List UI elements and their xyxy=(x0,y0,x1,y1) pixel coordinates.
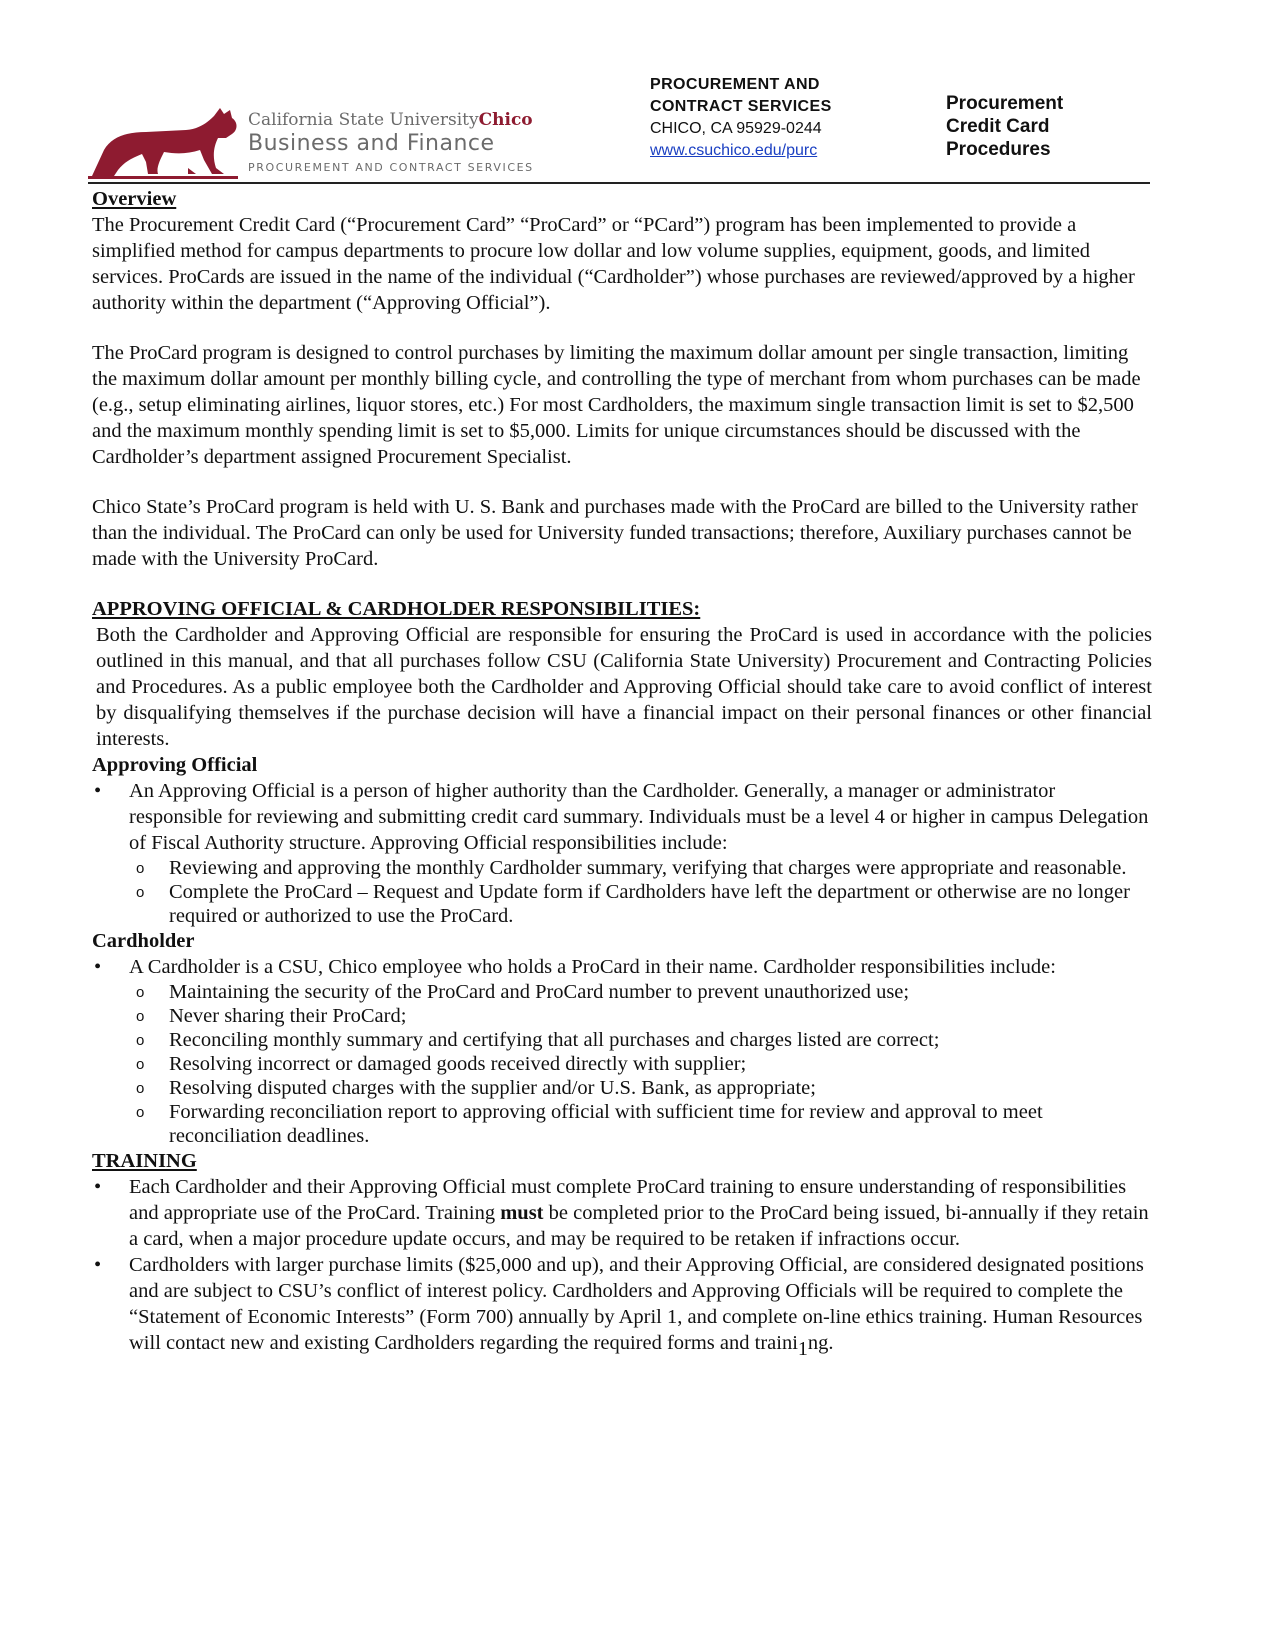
list-item xyxy=(92,1174,1152,1252)
page-number: 1 xyxy=(797,1338,808,1360)
list-item: o Reconciling monthly summary and certifying that all purchases and charges listed are correct; xyxy=(129,1028,1152,1052)
list-item xyxy=(92,1252,1152,1362)
approving-official-list xyxy=(92,778,1152,928)
bullet-text: A Cardholder is a CSU, Chico employee who holds a ProCard in their name. Cardholder responsibilities include: xyxy=(129,956,1056,978)
contact-block xyxy=(650,74,832,162)
emphasis: must xyxy=(500,1202,544,1224)
training-list xyxy=(92,1174,1152,1362)
text-run: ng. xyxy=(807,1332,834,1354)
dept-line-2: CONTRACT SERVICES xyxy=(650,98,832,115)
university-name: California State UniversityChico xyxy=(248,110,533,130)
org-name xyxy=(248,110,698,174)
training-heading: TRAINING xyxy=(92,1150,197,1172)
cardholder-list xyxy=(92,954,1152,1148)
bullet-text: An Approving Official is a person of higher authority than the Cardholder. Generally, a manager or administrator responsible for reviewing and submitting credit card summary. Individuals must be a level 4 or higher in campus Delegation of Fiscal Authority structure. Approving Official responsibilities include: xyxy=(129,780,1149,854)
list-item: o Resolving incorrect or damaged goods received directly with supplier; xyxy=(129,1052,1152,1076)
text-run: be completed prior to the ProCard being issued, bi-annually if they retain a card, when a major procedure update occurs, and may be required to be retaken if infractions occur. xyxy=(129,1202,1149,1250)
approving-official-heading: Approving Official xyxy=(92,754,258,776)
wildcat-logo-icon xyxy=(88,102,248,182)
overview-heading: Overview xyxy=(92,188,177,210)
responsibilities-intro: Both the Cardholder and Approving Official are responsible for ensuring the ProCard is used in accordance with the policies outlined in this manual, and that all purchases follow CSU (California State University) Procurement and Contracting Policies and Procedures. As a public employee both the Cardholder and Approving Official should take care to avoid conflict of interest by disqualifying themselves if the purchase decision will have a financial impact on their personal finances or other financial interests. xyxy=(96,624,1152,750)
list-item: o Forwarding reconciliation report to approving official with sufficient time for review and approval to meet reconciliation deadlines. xyxy=(129,1100,1152,1148)
list-item xyxy=(92,778,1152,928)
list-item: o Resolving disputed charges with the supplier and/or U.S. Bank, as appropriate; xyxy=(129,1076,1152,1100)
document-title xyxy=(946,92,1063,161)
list-item: o Reviewing and approving the monthly Cardholder summary, verifying that charges were appropriate and reasonable. xyxy=(129,856,1152,880)
overview-paragraph-2: The ProCard program is designed to control purchases by limiting the maximum dollar amount per single transaction, limiting the maximum dollar amount per monthly billing cycle, and controlling the type of merchant from whom purchases can be made (e.g., setup eliminating airlines, liquor stores, etc.) For most Cardholders, the maximum single transaction limit is set to $2,500 and the maximum monthly spending limit is set to $5,000. Limits for unique circumstances should be discussed with the Cardholder’s department assigned Procurement Specialist. xyxy=(92,342,1141,468)
title-line-1: Procurement xyxy=(946,93,1064,114)
overview-paragraph-3: Chico State’s ProCard program is held with U. S. Bank and purchases made with the ProCard are billed to the University rather than the individual. The ProCard can only be used for University funded transactions; therefore, Auxiliary purchases cannot be made with the University ProCard. xyxy=(92,496,1138,570)
website-link[interactable]: www.csuchico.edu/purc xyxy=(650,142,818,159)
cardholder-heading: Cardholder xyxy=(92,930,195,952)
division-name: Business and Finance xyxy=(248,131,495,156)
cardholder-sublist xyxy=(129,980,1152,1148)
list-item xyxy=(92,954,1152,1148)
responsibilities-heading: APPROVING OFFICIAL & CARDHOLDER RESPONSIBILITIES: xyxy=(92,598,701,620)
title-line-2: Credit Card xyxy=(946,116,1050,137)
approving-official-sublist xyxy=(129,856,1152,928)
header-divider xyxy=(88,182,1150,184)
overview-paragraph-1: The Procurement Credit Card (“Procurement Card” “ProCard” or “PCard”) program has been implemented to provide a simplified method for campus departments to procure low dollar and low volume supplies, equipment, goods, and limited services. ProCards are issued in the name of the individual (“Cardholder”) whose purchases are reviewed/approved by a higher authority within the department (“Approving Official”). xyxy=(92,214,1135,314)
title-line-3: Procedures xyxy=(946,139,1051,160)
list-item: o Never sharing their ProCard; xyxy=(129,1004,1152,1028)
list-item: o Complete the ProCard – Request and Update form if Cardholders have left the department or otherwise are no longer required or authorized to use the ProCard. xyxy=(129,880,1152,928)
address: CHICO, CA 95929-0244 xyxy=(650,120,822,137)
list-item: o Maintaining the security of the ProCard and ProCard number to prevent unauthorized use; xyxy=(129,980,1152,1004)
document-body xyxy=(92,186,1152,1362)
dept-line-1: PROCUREMENT AND xyxy=(650,76,820,93)
text-run: Cardholders with larger purchase limits ($25,000 and up), and their Approving Official, are considered designated positions and are subject to CSU’s conflict of interest policy. Cardholders and Approving Officials will be required to complete the “Statement of Economic Interests” (Form 700) annually by April 1, and complete on-line ethics training. Human Resources will contact new and existing Cardholders regarding the required forms and traini xyxy=(129,1254,1144,1354)
text-run: Each Cardholder and their Approving Official must complete ProCard training to ensure understanding of responsibilities and appropriate use of the ProCard. Training xyxy=(129,1176,1127,1224)
department-name: PROCUREMENT AND CONTRACT SERVICES xyxy=(248,161,534,174)
letterhead xyxy=(88,70,1150,184)
